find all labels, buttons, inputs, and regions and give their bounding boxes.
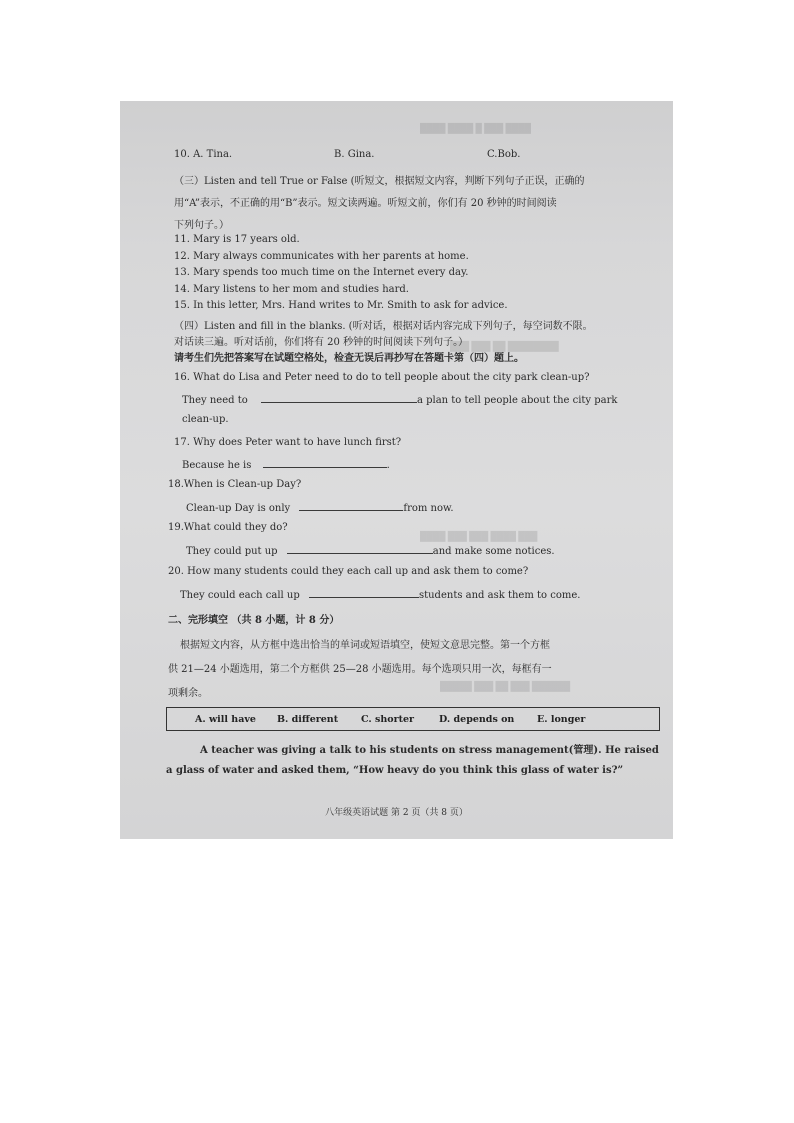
answer-20-blank[interactable] bbox=[309, 588, 419, 598]
bleed-through-text: ███ ████ ███ ███ ████ bbox=[420, 531, 538, 541]
option-a: A. will have bbox=[195, 714, 256, 725]
passage-line1: A teacher was giving a talk to his students on stress management(管理). He raised bbox=[200, 745, 659, 756]
answer-18-suffix: from now. bbox=[403, 503, 454, 514]
question-12: 12. Mary always communicates with her parents at home. bbox=[174, 251, 469, 262]
question-13: 13. Mary spends too much time on the Internet every day. bbox=[174, 267, 469, 278]
passage-line2: a glass of water and asked them, “How heavy do you think this glass of water is?” bbox=[166, 765, 624, 776]
answer-20-suffix: students and ask them to come. bbox=[418, 590, 581, 601]
question-14: 14. Mary listens to her mom and studies hard. bbox=[174, 284, 409, 295]
part2-instruction-line2: 供 21—24 小题选用，第二个方框供 25—28 小题选用。每个选项只用一次，每框有一 bbox=[168, 664, 552, 675]
question-20: 20. How many students could they each call up and ask them to come? bbox=[168, 566, 529, 577]
answer-16-suffix: a plan to tell people about the city park bbox=[416, 395, 618, 406]
section4-note: 请考生们先把答案写在试题空格处，检查无误后再抄写在答题卡第（四）题上。 bbox=[174, 353, 524, 364]
part2-title: 二、完形填空 （共 8 小题，计 8 分） bbox=[168, 615, 340, 626]
q10-option-a: 10. A. Tina. bbox=[174, 149, 233, 160]
answer-20 bbox=[180, 588, 580, 601]
bleed-through-text: ████████ ██ ███ ███ bbox=[450, 341, 559, 351]
page-footer: 八年级英语试题 第 2 页（共 8 页） bbox=[325, 808, 468, 818]
answer-16-continued: clean-up. bbox=[182, 414, 229, 425]
question-11: 11. Mary is 17 years old. bbox=[174, 234, 300, 245]
answer-19-blank[interactable] bbox=[287, 544, 433, 554]
bleed-through-text: ████ ███ █ ████ ████ bbox=[420, 123, 532, 133]
answer-19-suffix: and make some notices. bbox=[432, 546, 555, 557]
answer-20-prefix: They could each call up bbox=[180, 590, 300, 601]
answer-17-suffix: . bbox=[386, 460, 390, 471]
section4-instruction-line1: （四）Listen and fill in the blanks. (听对话，根据对话内容完成下列句子，每空词数不限。 bbox=[174, 321, 593, 332]
answer-18-blank[interactable] bbox=[299, 501, 403, 511]
option-b: B. different bbox=[277, 714, 339, 725]
section3-instruction-line3: 下列句子。） bbox=[174, 220, 229, 231]
answer-19-prefix: They could put up bbox=[186, 546, 278, 557]
section3-instruction-line1: （三）Listen and tell True or False (听短文，根据短文内容，判断下列句子正误，正确的 bbox=[174, 176, 585, 187]
question-17: 17. Why does Peter want to have lunch first? bbox=[174, 437, 402, 448]
question-16: 16. What do Lisa and Peter need to do to tell people about the city park clean-up? bbox=[174, 372, 590, 383]
part2-instruction-line3: 项剩余。 bbox=[168, 688, 208, 699]
answer-19 bbox=[186, 544, 555, 557]
answer-18-prefix: Clean-up Day is only bbox=[186, 503, 291, 514]
part2-instruction-line1: 根据短文内容，从方框中选出恰当的单词或短语填空，使短文意思完整。第一个方框 bbox=[180, 640, 550, 651]
q10-option-c: C.Bob. bbox=[487, 149, 521, 160]
answer-17 bbox=[182, 458, 390, 471]
answer-16-prefix: They need to bbox=[182, 395, 248, 406]
bleed-through-text: ██████ ███ ██ ███ █████ bbox=[440, 681, 571, 691]
option-e: E. longer bbox=[537, 714, 586, 725]
option-c: C. shorter bbox=[361, 714, 415, 725]
question-18: 18.When is Clean-up Day? bbox=[168, 479, 302, 490]
section3-instruction-line2: 用“A”表示，不正确的用“B”表示。短文读两遍。听短文前，你们有 20 秒钟的时间阅读 bbox=[174, 198, 557, 209]
section4-instruction-line2: 对话读三遍。听对话前，你们将有 20 秒钟的时间阅读下列句子。） bbox=[174, 337, 469, 348]
answer-17-blank[interactable] bbox=[263, 458, 387, 468]
answer-16 bbox=[182, 393, 617, 406]
question-19: 19.What could they do? bbox=[168, 522, 288, 533]
answer-16-blank[interactable] bbox=[261, 393, 417, 403]
word-options-box bbox=[166, 707, 660, 731]
exam-page-photo bbox=[120, 101, 673, 839]
answer-17-prefix: Because he is bbox=[182, 460, 252, 471]
q10-option-b: B. Gina. bbox=[334, 149, 375, 160]
option-d: D. depends on bbox=[439, 714, 515, 725]
question-15: 15. In this letter, Mrs. Hand writes to Mr. Smith to ask for advice. bbox=[174, 300, 508, 311]
answer-18 bbox=[186, 501, 454, 514]
